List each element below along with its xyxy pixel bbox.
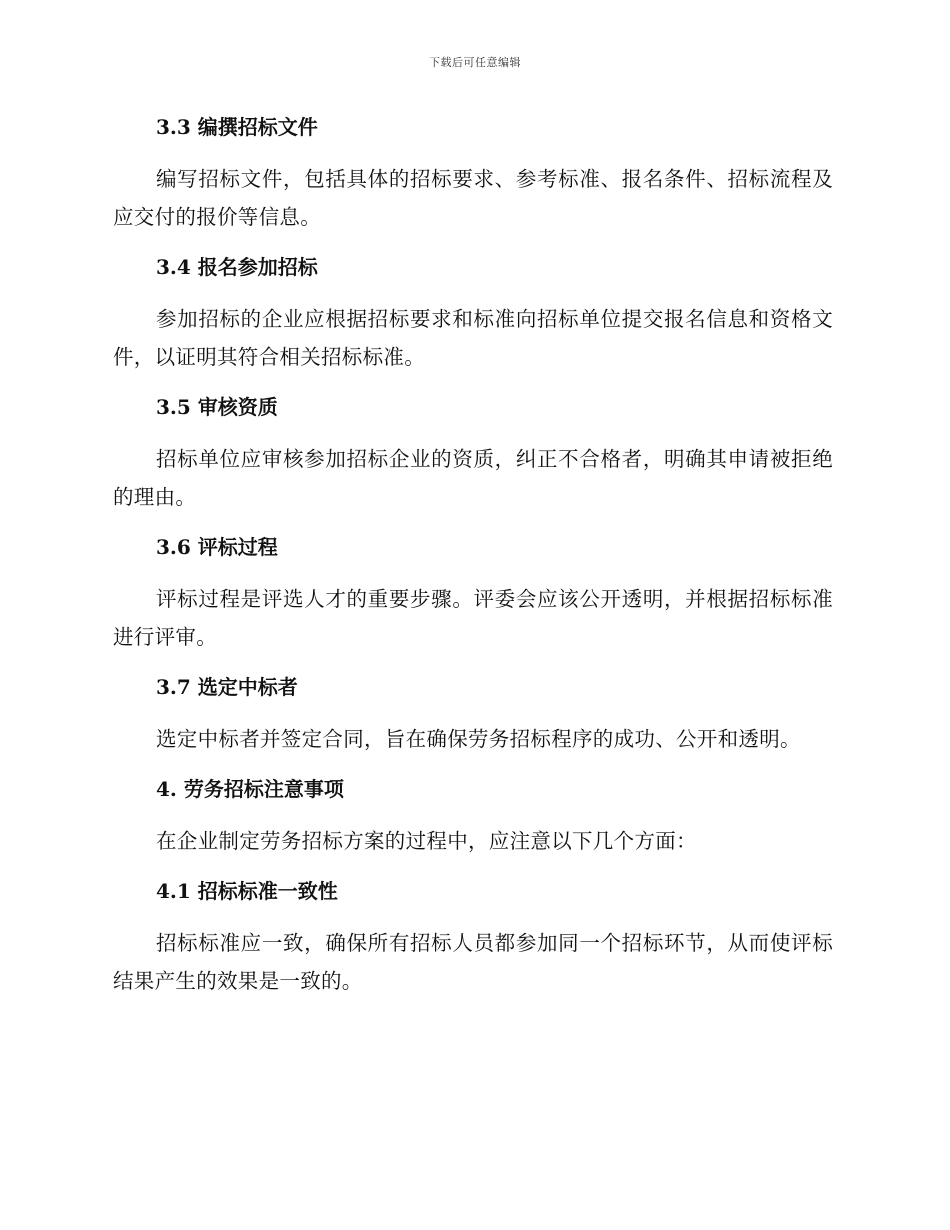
section-heading-3-6: 3.6 评标过程: [156, 535, 278, 559]
section-paragraph-3-6: 评标过程是评选人才的重要步骤。评委会应该公开透明，并根据招标标准进行评审。: [113, 587, 833, 649]
section-heading-3-3: 3.3 编撰招标文件: [156, 115, 318, 139]
section-paragraph-4-1: 招标标准应一致，确保所有招标人员都参加同一个招标环节，从而使评标结果产生的效果是一致的。: [113, 931, 833, 993]
section-paragraph-4: 在企业制定劳务招标方案的过程中，应注意以下几个方面：: [156, 829, 697, 853]
section-paragraph-3-7: 选定中标者并签定合同，旨在确保劳务招标程序的成功、公开和透明。: [156, 727, 801, 751]
section-paragraph-3-4: 参加招标的企业应根据招标要求和标准向招标单位提交报名信息和资格文件，以证明其符合相关招标标准。: [113, 307, 833, 369]
page-header: 下载后可任意编辑: [429, 56, 521, 69]
section-paragraph-3-5: 招标单位应审核参加招标企业的资质，纠正不合格者，明确其申请被拒绝的理由。: [113, 447, 833, 509]
section-heading-3-7: 3.7 选定中标者: [156, 675, 298, 699]
section-heading-3-4: 3.4 报名参加招标: [156, 255, 318, 279]
section-heading-3-5: 3.5 审核资质: [156, 395, 278, 419]
document-body: [113, 108, 833, 1012]
section-heading-4-1: 4.1 招标标准一致性: [156, 879, 338, 903]
section-heading-4: 4. 劳务招标注意事项: [156, 777, 344, 801]
section-paragraph-3-3: 编写招标文件，包括具体的招标要求、参考标准、报名条件、招标流程及应交付的报价等信息。: [113, 167, 833, 229]
